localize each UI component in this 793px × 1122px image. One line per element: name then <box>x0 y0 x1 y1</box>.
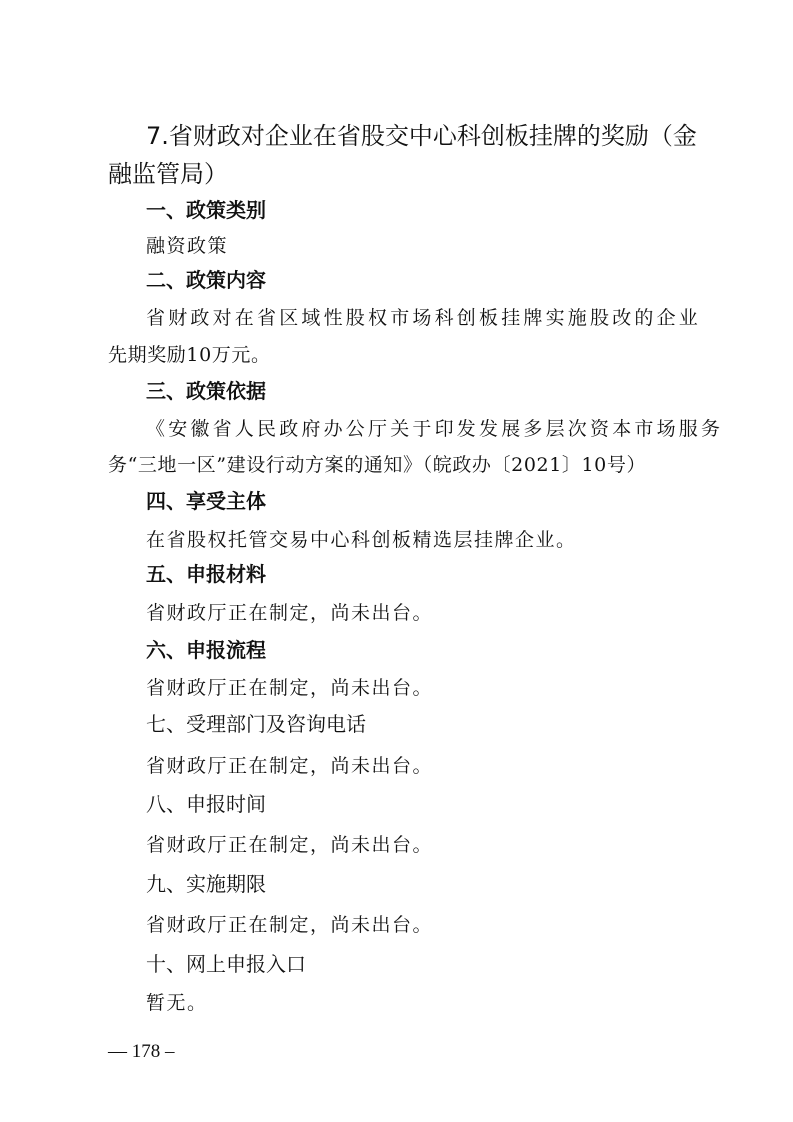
section-heading-basis: 三、政策依据 <box>146 379 266 403</box>
section-body-basis-line1: 《安徽省人民政府办公厅关于印发发展多层次资本市场服务 <box>146 418 724 440</box>
section-body-content-line1: 省财政对在省区域性股权市场科创板挂牌实施股改的企业 <box>146 307 702 329</box>
section-heading-time: 八、申报时间 <box>146 792 266 816</box>
section-body-subject: 在省股权托管交易中心科创板精选层挂牌企业。 <box>146 529 577 551</box>
section-body-department: 省财政厅正在制定，尚未出台。 <box>146 755 434 777</box>
section-heading-online: 十、网上申报入口 <box>146 952 306 976</box>
section-body-online: 暂无。 <box>146 992 208 1014</box>
section-heading-content: 二、政策内容 <box>146 268 266 292</box>
section-body-process: 省财政厅正在制定，尚未出台。 <box>146 677 434 699</box>
section-body-materials: 省财政厅正在制定，尚未出台。 <box>146 602 434 624</box>
page-title: 7.省财政对企业在省股交中心科创板挂牌的奖励（金融监管局） <box>108 122 697 188</box>
section-heading-subject: 四、享受主体 <box>146 489 266 513</box>
section-body-category: 融资政策 <box>146 235 229 257</box>
section-heading-materials: 五、申报材料 <box>146 562 266 586</box>
section-body-time: 省财政厅正在制定，尚未出台。 <box>146 834 434 856</box>
section-heading-period: 九、实施期限 <box>146 872 266 896</box>
section-body-basis-line2: 务“三地一区”建设行动方案的通知》（皖政办〔2021〕10号） <box>108 454 647 476</box>
section-body-period: 省财政厅正在制定，尚未出台。 <box>146 914 434 936</box>
section-body-content-line2: 先期奖励10万元。 <box>108 344 271 366</box>
page-number: — 178 – <box>108 1041 175 1062</box>
section-heading-category: 一、政策类别 <box>146 198 266 222</box>
section-heading-department: 七、受理部门及咨询电话 <box>146 712 366 736</box>
section-heading-process: 六、申报流程 <box>146 638 266 662</box>
